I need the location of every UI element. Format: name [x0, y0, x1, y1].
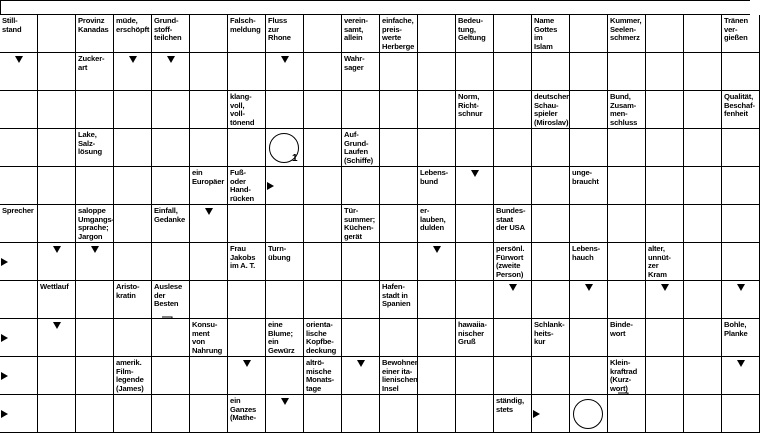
- clue-cell: [342, 53, 380, 91]
- answer-cell[interactable]: [608, 129, 646, 167]
- solution-marker-circle: [573, 399, 603, 429]
- clue-cell: [494, 395, 532, 433]
- clue-text: Lake, Salz- lösung: [78, 130, 102, 157]
- clue-cell: [646, 15, 684, 53]
- answer-cell[interactable]: [418, 357, 456, 395]
- answer-cell[interactable]: [114, 319, 152, 357]
- answer-cell[interactable]: [722, 53, 760, 91]
- answer-cell[interactable]: [152, 319, 190, 357]
- clue-text: persönl. Fürwort (zweite Person): [496, 244, 525, 279]
- answer-cell[interactable]: [684, 243, 722, 281]
- clue-cell: [380, 357, 418, 395]
- clue-text: Kummer, Seelen- schmerz: [610, 16, 642, 43]
- clue-cell: [190, 167, 228, 205]
- answer-cell[interactable]: [38, 205, 76, 243]
- answer-cell[interactable]: [152, 167, 190, 205]
- clue-cell: [608, 319, 646, 357]
- clue-text: Zucker- art: [78, 54, 105, 72]
- answer-cell[interactable]: [266, 357, 304, 395]
- clue-cell: [456, 319, 494, 357]
- answer-cell[interactable]: [304, 395, 342, 433]
- clue-text: Wahr- sager: [344, 54, 365, 72]
- answer-cell[interactable]: [304, 243, 342, 281]
- answer-cell[interactable]: [114, 91, 152, 129]
- answer-cell[interactable]: [380, 129, 418, 167]
- answer-cell[interactable]: [646, 205, 684, 243]
- answer-cell[interactable]: [152, 357, 190, 395]
- answer-cell[interactable]: [152, 243, 190, 281]
- answer-cell[interactable]: [570, 205, 608, 243]
- clue-text: unge- braucht: [572, 168, 599, 186]
- answer-cell[interactable]: [228, 319, 266, 357]
- answer-cell[interactable]: [38, 53, 76, 91]
- arrow-right-icon: [1, 258, 8, 266]
- answer-cell[interactable]: [532, 205, 570, 243]
- arrow-down-icon: [15, 56, 23, 63]
- clue-cell: [228, 15, 266, 53]
- answer-cell[interactable]: [684, 357, 722, 395]
- answer-cell[interactable]: [684, 91, 722, 129]
- answer-cell[interactable]: [304, 53, 342, 91]
- answer-cell[interactable]: [342, 243, 380, 281]
- arrow-down-icon: [53, 322, 61, 329]
- answer-cell[interactable]: [76, 395, 114, 433]
- clue-text: Fluss zur Rhone: [268, 16, 291, 43]
- answer-cell[interactable]: [38, 129, 76, 167]
- answer-cell[interactable]: [152, 129, 190, 167]
- answer-cell[interactable]: [114, 129, 152, 167]
- answer-cell[interactable]: [418, 91, 456, 129]
- grid-top-strip: [0, 0, 750, 15]
- clue-cell: [722, 15, 760, 53]
- clue-cell: [152, 15, 190, 53]
- clue-cell: [266, 319, 304, 357]
- answer-cell[interactable]: [646, 357, 684, 395]
- arrow-down-icon: [661, 284, 669, 291]
- arrow-down-icon: [737, 284, 745, 291]
- clue-cell: [38, 281, 76, 319]
- arrow-right-icon: [1, 372, 8, 380]
- answer-cell[interactable]: [494, 91, 532, 129]
- answer-cell[interactable]: [570, 91, 608, 129]
- answer-cell[interactable]: [380, 319, 418, 357]
- answer-cell[interactable]: [532, 129, 570, 167]
- clue-cell: [418, 15, 456, 53]
- answer-cell[interactable]: [532, 243, 570, 281]
- arrow-right-icon: [533, 410, 540, 418]
- answer-cell[interactable]: [38, 167, 76, 205]
- answer-cell[interactable]: [494, 167, 532, 205]
- clue-cell: [38, 15, 76, 53]
- arrow-down-icon: [357, 360, 365, 367]
- clue-text: ein Europäer: [192, 168, 225, 186]
- clue-cell: [494, 15, 532, 53]
- answer-cell[interactable]: [0, 281, 38, 319]
- answer-cell[interactable]: [380, 167, 418, 205]
- clue-text: Bewohner einer ita- lienischen Insel: [382, 358, 418, 393]
- clue-cell: [266, 15, 304, 53]
- answer-cell[interactable]: [0, 167, 38, 205]
- arrow-right-icon: [1, 410, 8, 418]
- answer-cell[interactable]: [494, 357, 532, 395]
- clue-text: alter, unnüt- zer Kram: [648, 244, 671, 279]
- answer-cell[interactable]: [456, 281, 494, 319]
- clue-text: Tränen ver- gießen: [724, 16, 748, 43]
- answer-cell[interactable]: [76, 91, 114, 129]
- clue-text: Binde- wort: [610, 320, 633, 338]
- answer-cell[interactable]: [570, 129, 608, 167]
- clue-cell: [494, 205, 532, 243]
- answer-cell[interactable]: [0, 129, 38, 167]
- answer-cell[interactable]: [190, 91, 228, 129]
- clue-text: saloppe Umgangs- sprache; Jargon: [78, 206, 114, 241]
- answer-cell[interactable]: [532, 281, 570, 319]
- clue-text: ein Ganzes (Mathe-: [230, 396, 257, 423]
- clue-text: Tür- summer; Küchen- gerät: [344, 206, 376, 241]
- answer-cell[interactable]: [190, 281, 228, 319]
- clue-cell: [456, 15, 494, 53]
- answer-cell[interactable]: [532, 167, 570, 205]
- arrow-down-icon: [167, 56, 175, 63]
- clue-text: Auslese der Besten: [154, 282, 183, 309]
- answer-cell[interactable]: [722, 243, 760, 281]
- clue-cell: [722, 91, 760, 129]
- arrow-down-icon: [53, 246, 61, 253]
- clue-text: Grund- stoff- teilchen: [154, 16, 182, 43]
- clue-cell: [342, 205, 380, 243]
- answer-cell[interactable]: [608, 53, 646, 91]
- clue-cell: [646, 243, 684, 281]
- answer-cell[interactable]: [380, 205, 418, 243]
- clue-cell: [532, 91, 570, 129]
- answer-cell[interactable]: [76, 319, 114, 357]
- clue-cell: [418, 205, 456, 243]
- answer-cell[interactable]: [152, 91, 190, 129]
- clue-cell: [380, 281, 418, 319]
- clue-text: Qualität, Beschaf- fenheit: [724, 92, 755, 119]
- clue-text: Lebens- bund: [420, 168, 449, 186]
- clue-cell: [494, 243, 532, 281]
- answer-cell[interactable]: [684, 395, 722, 433]
- answer-cell[interactable]: [342, 395, 380, 433]
- answer-cell[interactable]: [114, 395, 152, 433]
- answer-cell[interactable]: [76, 167, 114, 205]
- answer-cell[interactable]: [304, 91, 342, 129]
- clue-cell: [456, 91, 494, 129]
- answer-cell[interactable]: [304, 129, 342, 167]
- arrow-down-icon: [129, 56, 137, 63]
- answer-cell[interactable]: [342, 167, 380, 205]
- clue-text: Bohle, Planke: [724, 320, 748, 338]
- clue-text: er- lauben, dulden: [420, 206, 446, 233]
- answer-cell[interactable]: [646, 395, 684, 433]
- clue-cell: [304, 15, 342, 53]
- clue-text: orienta- lische Kopfbe- deckung: [306, 320, 337, 355]
- answer-cell[interactable]: [608, 205, 646, 243]
- answer-cell[interactable]: [456, 205, 494, 243]
- clue-text: Name Gottes im Islam: [534, 16, 558, 51]
- answer-cell[interactable]: [304, 205, 342, 243]
- grid-top-border: [0, 0, 750, 1]
- answer-cell[interactable]: [456, 243, 494, 281]
- answer-cell[interactable]: [646, 53, 684, 91]
- clue-cell: [608, 91, 646, 129]
- answer-cell[interactable]: [342, 91, 380, 129]
- answer-cell[interactable]: [228, 205, 266, 243]
- clue-text: Fuß- oder Hand- rücken: [230, 168, 255, 203]
- answer-cell[interactable]: [114, 205, 152, 243]
- clue-text: eine Blume; ein Gewürz: [268, 320, 295, 355]
- clue-text: altrö- mische Monats- tage: [306, 358, 335, 393]
- answer-cell[interactable]: [532, 53, 570, 91]
- clue-text: Konsu- ment von Nahrung: [192, 320, 223, 355]
- answer-cell[interactable]: [266, 91, 304, 129]
- answer-cell[interactable]: [418, 281, 456, 319]
- answer-cell[interactable]: [114, 243, 152, 281]
- answer-cell[interactable]: [380, 243, 418, 281]
- answer-cell[interactable]: [190, 395, 228, 433]
- answer-cell[interactable]: [646, 167, 684, 205]
- clue-text: Klein- kraftrad (Kurz- wort): [610, 358, 638, 393]
- clue-cell: [342, 15, 380, 53]
- answer-cell[interactable]: [38, 91, 76, 129]
- answer-cell[interactable]: [266, 205, 304, 243]
- clue-cell: [114, 357, 152, 395]
- clue-cell: [304, 357, 342, 395]
- answer-cell[interactable]: [722, 129, 760, 167]
- answer-cell[interactable]: [228, 129, 266, 167]
- answer-cell[interactable]: [418, 395, 456, 433]
- arrow-down-icon: [281, 56, 289, 63]
- answer-cell[interactable]: [304, 167, 342, 205]
- clue-text: Falsch- meldung: [230, 16, 261, 34]
- answer-cell[interactable]: [494, 129, 532, 167]
- clue-text: Norm, Richt- schnur: [458, 92, 483, 119]
- clue-cell: [722, 319, 760, 357]
- arrow-right-icon: [267, 182, 274, 190]
- clue-cell: [570, 243, 608, 281]
- solution-number: 1: [292, 153, 298, 164]
- answer-cell[interactable]: [0, 91, 38, 129]
- clue-cell: [76, 15, 114, 53]
- answer-cell[interactable]: [456, 357, 494, 395]
- answer-cell[interactable]: [456, 129, 494, 167]
- clue-text: Bedeu- tung, Geltung: [458, 16, 486, 43]
- answer-cell[interactable]: [722, 205, 760, 243]
- clue-text: Still- stand: [2, 16, 22, 34]
- answer-cell[interactable]: [380, 53, 418, 91]
- clue-text: Wettlauf: [40, 282, 69, 291]
- clue-text: Lebens- hauch: [572, 244, 601, 262]
- answer-cell[interactable]: [684, 129, 722, 167]
- clue-text: Aristo- kratin: [116, 282, 140, 300]
- answer-cell[interactable]: [38, 395, 76, 433]
- answer-cell[interactable]: [608, 243, 646, 281]
- clue-text: Bund, Zusam- men- schluss: [610, 92, 638, 127]
- answer-cell[interactable]: [38, 357, 76, 395]
- clue-cell: [380, 15, 418, 53]
- clue-cell: [76, 129, 114, 167]
- answer-cell[interactable]: [684, 281, 722, 319]
- answer-cell[interactable]: [342, 319, 380, 357]
- clue-text: hawaiia- nischer Gruß: [458, 320, 487, 347]
- answer-cell[interactable]: [266, 281, 304, 319]
- arrow-down-icon: [205, 208, 213, 215]
- clue-text: verein- samt, allein: [344, 16, 368, 43]
- clue-text: Auf- Grund- Laufen (Schiffe): [344, 130, 374, 165]
- answer-cell[interactable]: [570, 53, 608, 91]
- clue-cell: [304, 319, 342, 357]
- clue-cell: [76, 53, 114, 91]
- clue-text: Frau Jakobs im A. T.: [230, 244, 256, 271]
- clue-cell: [228, 91, 266, 129]
- clue-cell: [0, 15, 38, 53]
- arrow-down-icon: [509, 284, 517, 291]
- answer-cell[interactable]: [152, 395, 190, 433]
- clue-cell: [608, 15, 646, 53]
- answer-cell[interactable]: [570, 357, 608, 395]
- clue-text: klang- voll, voll- tönend: [230, 92, 255, 127]
- arrow-down-icon: [471, 170, 479, 177]
- answer-cell[interactable]: [646, 129, 684, 167]
- answer-cell[interactable]: [608, 395, 646, 433]
- arrow-right-icon: [1, 334, 8, 342]
- clue-text: Schlank- heits- kur: [534, 320, 565, 347]
- clue-cell: [152, 205, 190, 243]
- answer-cell[interactable]: [418, 53, 456, 91]
- clue-cell: [228, 167, 266, 205]
- answer-cell[interactable]: [342, 281, 380, 319]
- arrow-down-icon: [433, 246, 441, 253]
- answer-cell[interactable]: [684, 319, 722, 357]
- clue-text: amerik. Film- legende (James): [116, 358, 144, 393]
- answer-cell[interactable]: [190, 53, 228, 91]
- clue-cell: [532, 319, 570, 357]
- answer-cell[interactable]: [114, 167, 152, 205]
- arrow-down-icon: [243, 360, 251, 367]
- clue-text: einfache, preis- werte Herberge: [382, 16, 415, 51]
- clue-cell: [342, 129, 380, 167]
- clue-cell: [152, 281, 190, 319]
- answer-cell[interactable]: [76, 281, 114, 319]
- clue-cell: [608, 357, 646, 395]
- clue-cell: [266, 243, 304, 281]
- answer-cell[interactable]: [608, 167, 646, 205]
- clue-cell: [532, 15, 570, 53]
- answer-cell[interactable]: [190, 357, 228, 395]
- answer-cell[interactable]: [304, 281, 342, 319]
- clue-cell: [684, 15, 722, 53]
- arrow-down-icon: [737, 360, 745, 367]
- answer-cell[interactable]: [456, 53, 494, 91]
- answer-cell[interactable]: [76, 357, 114, 395]
- clue-cell: [114, 281, 152, 319]
- clue-cell: [418, 167, 456, 205]
- answer-cell[interactable]: [684, 53, 722, 91]
- answer-cell[interactable]: [608, 281, 646, 319]
- arrow-down-icon: [585, 284, 593, 291]
- answer-cell[interactable]: [190, 243, 228, 281]
- answer-cell[interactable]: [684, 205, 722, 243]
- clue-cell: [228, 395, 266, 433]
- answer-cell[interactable]: [190, 129, 228, 167]
- answer-cell[interactable]: [570, 319, 608, 357]
- answer-cell[interactable]: [494, 319, 532, 357]
- answer-cell[interactable]: [380, 395, 418, 433]
- clue-cell: [76, 205, 114, 243]
- clue-cell: [190, 15, 228, 53]
- clue-cell: [114, 15, 152, 53]
- clue-text: Hafen- stadt in Spanien: [382, 282, 411, 309]
- clue-text: Einfall, Gedanke: [154, 206, 186, 224]
- clue-text: ständig, stets: [496, 396, 524, 414]
- clue-text: Provinz Kanadas: [78, 16, 109, 34]
- clue-cell: [190, 319, 228, 357]
- clue-text: Turn- übung: [268, 244, 291, 262]
- clue-cell: [228, 243, 266, 281]
- clue-text: müde, erschöpft: [116, 16, 150, 34]
- answer-cell[interactable]: [722, 167, 760, 205]
- answer-cell[interactable]: [494, 53, 532, 91]
- clue-text: Sprecher: [2, 206, 34, 215]
- answer-cell[interactable]: [646, 91, 684, 129]
- clue-text: Bundes- staat der USA: [496, 206, 526, 233]
- answer-cell[interactable]: [380, 91, 418, 129]
- answer-cell[interactable]: [722, 395, 760, 433]
- answer-cell[interactable]: [646, 319, 684, 357]
- clue-cell: [0, 205, 38, 243]
- answer-cell[interactable]: [532, 357, 570, 395]
- clue-text: deutscher Schau- spieler (Miroslav): [534, 92, 569, 127]
- answer-cell[interactable]: [418, 129, 456, 167]
- answer-cell[interactable]: [418, 319, 456, 357]
- answer-cell[interactable]: [228, 53, 266, 91]
- arrow-down-icon: [91, 246, 99, 253]
- answer-cell[interactable]: [684, 167, 722, 205]
- answer-cell[interactable]: [228, 281, 266, 319]
- clue-cell: [570, 15, 608, 53]
- clue-cell: [570, 167, 608, 205]
- arrow-down-icon: [281, 398, 289, 405]
- answer-cell[interactable]: [456, 395, 494, 433]
